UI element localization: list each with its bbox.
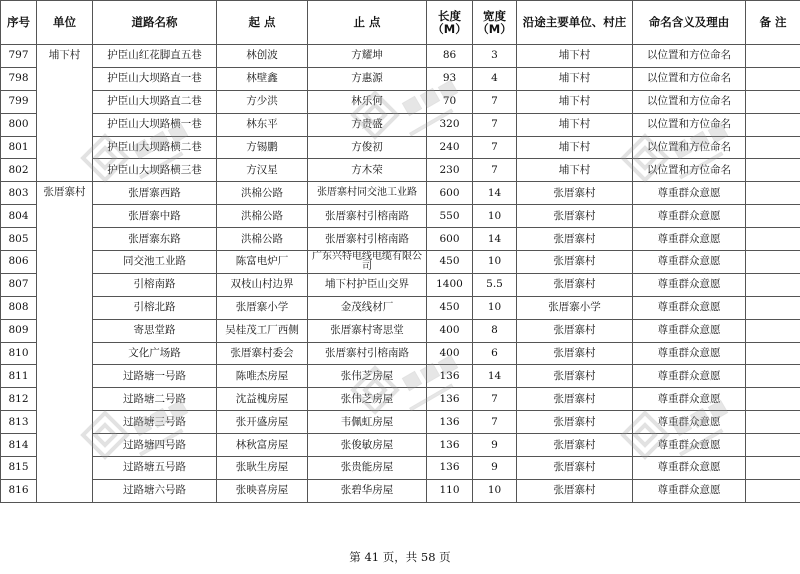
row-road-name: 护臣山大坝路横一巷 [93, 113, 217, 136]
row-end: 张厝寨村寄思堂 [308, 319, 427, 342]
row-road-name: 引榕北路 [93, 296, 217, 319]
row-start: 张开盛房屋 [217, 411, 308, 434]
row-length: 320 [427, 113, 473, 136]
row-meaning: 尊重群众意愿 [633, 342, 746, 365]
row-remark [746, 296, 800, 319]
row-road-name: 护臣山大坝路横三巷 [93, 159, 217, 182]
header-unit: 单位 [37, 1, 93, 45]
header-seq: 序号 [1, 1, 37, 45]
row-road-name: 张厝寨西路 [93, 182, 217, 205]
row-length: 230 [427, 159, 473, 182]
row-width: 9 [473, 434, 517, 457]
row-road-name: 护臣山大坝路直一巷 [93, 67, 217, 90]
row-length: 93 [427, 67, 473, 90]
row-width: 7 [473, 113, 517, 136]
row-end: 张俊敏房屋 [308, 434, 427, 457]
table-row [1, 67, 800, 90]
row-road-name: 张厝寨中路 [93, 205, 217, 228]
row-seq: 814 [1, 434, 37, 457]
row-end: 方贵盛 [308, 113, 427, 136]
row-along: 张厝寨村 [517, 251, 633, 274]
table-row [1, 205, 800, 228]
row-seq: 798 [1, 67, 37, 90]
row-remark [746, 182, 800, 205]
row-end: 林乐何 [308, 90, 427, 113]
row-road-name: 张厝寨东路 [93, 228, 217, 251]
row-road-name: 文化广场路 [93, 342, 217, 365]
row-seq: 811 [1, 365, 37, 388]
row-start: 张厝寨村委会 [217, 342, 308, 365]
row-length: 400 [427, 342, 473, 365]
row-start: 张厝寨小学 [217, 296, 308, 319]
row-width: 9 [473, 457, 517, 480]
table-row [1, 228, 800, 251]
row-start: 张耿生房屋 [217, 457, 308, 480]
row-length: 240 [427, 136, 473, 159]
row-width: 14 [473, 228, 517, 251]
row-seq: 809 [1, 319, 37, 342]
row-width: 14 [473, 182, 517, 205]
row-seq: 797 [1, 45, 37, 68]
row-unit: 张厝寨村 [37, 182, 93, 502]
row-start: 吴桂茂工厂西侧 [217, 319, 308, 342]
row-width: 7 [473, 159, 517, 182]
page-number: 第 41 页，共 58 页 [349, 550, 451, 564]
row-end: 张厝寨村引榕南路 [308, 342, 427, 365]
row-along: 张厝寨村 [517, 365, 633, 388]
row-start: 张映喜房屋 [217, 479, 308, 502]
row-end: 方俊初 [308, 136, 427, 159]
row-remark [746, 365, 800, 388]
row-end: 方耀坤 [308, 45, 427, 68]
row-start: 方锡鹏 [217, 136, 308, 159]
row-meaning: 尊重群众意愿 [633, 251, 746, 274]
row-meaning: 以位置和方位命名 [633, 67, 746, 90]
row-end: 韦佩虹房屋 [308, 411, 427, 434]
row-length: 400 [427, 319, 473, 342]
row-meaning: 尊重群众意愿 [633, 388, 746, 411]
header-road-name: 道路名称 [93, 1, 217, 45]
row-road-name: 过路塘六号路 [93, 479, 217, 502]
table-row [1, 113, 800, 136]
row-length: 550 [427, 205, 473, 228]
table-row [1, 251, 800, 274]
row-meaning: 以位置和方位命名 [633, 90, 746, 113]
header-meaning: 命名含义及理由 [633, 1, 746, 45]
row-width: 5.5 [473, 273, 517, 296]
row-end: 广东兴特电线电缆有限公司 [308, 251, 427, 274]
row-along: 张厝寨村 [517, 479, 633, 502]
row-meaning: 尊重群众意愿 [633, 273, 746, 296]
row-along: 张厝寨村 [517, 342, 633, 365]
row-meaning: 尊重群众意愿 [633, 182, 746, 205]
row-width: 3 [473, 45, 517, 68]
row-meaning: 尊重群众意愿 [633, 205, 746, 228]
row-start: 双枝山村边界 [217, 273, 308, 296]
row-width: 7 [473, 136, 517, 159]
row-start: 陈富电炉厂 [217, 251, 308, 274]
table-row [1, 90, 800, 113]
row-start: 林东平 [217, 113, 308, 136]
row-seq: 807 [1, 273, 37, 296]
row-along: 埔下村 [517, 45, 633, 68]
row-end: 张厝寨村同交池工业路 [308, 182, 427, 205]
row-width: 10 [473, 205, 517, 228]
table-row [1, 342, 800, 365]
row-start: 陈唯杰房屋 [217, 365, 308, 388]
row-start: 沈益槐房屋 [217, 388, 308, 411]
row-length: 136 [427, 457, 473, 480]
row-meaning: 尊重群众意愿 [633, 319, 746, 342]
row-along: 张厝寨村 [517, 411, 633, 434]
row-seq: 816 [1, 479, 37, 502]
table-row [1, 45, 800, 68]
row-start: 方汉星 [217, 159, 308, 182]
row-road-name: 护臣山大坝路直二巷 [93, 90, 217, 113]
row-remark [746, 45, 800, 68]
table-row [1, 296, 800, 319]
row-seq: 802 [1, 159, 37, 182]
row-along: 张厝寨村 [517, 228, 633, 251]
row-seq: 815 [1, 457, 37, 480]
row-start: 林秋富房屋 [217, 434, 308, 457]
table-row [1, 182, 800, 205]
row-length: 450 [427, 296, 473, 319]
row-along: 张厝寨村 [517, 388, 633, 411]
row-along: 张厝寨村 [517, 182, 633, 205]
row-seq: 800 [1, 113, 37, 136]
table-row [1, 159, 800, 182]
row-meaning: 尊重群众意愿 [633, 228, 746, 251]
header-start: 起 点 [217, 1, 308, 45]
row-start: 洪棉公路 [217, 205, 308, 228]
row-along: 埔下村 [517, 67, 633, 90]
row-end: 埔下村护臣山交界 [308, 273, 427, 296]
row-width: 7 [473, 388, 517, 411]
row-along: 张厝寨村 [517, 434, 633, 457]
row-seq: 805 [1, 228, 37, 251]
row-meaning: 以位置和方位命名 [633, 45, 746, 68]
row-remark [746, 273, 800, 296]
row-length: 1400 [427, 273, 473, 296]
row-seq: 812 [1, 388, 37, 411]
row-road-name: 过路塘一号路 [93, 365, 217, 388]
row-road-name: 过路塘五号路 [93, 457, 217, 480]
row-road-name: 过路塘三号路 [93, 411, 217, 434]
row-remark [746, 159, 800, 182]
row-width: 7 [473, 411, 517, 434]
row-end: 张厝寨村引榕南路 [308, 205, 427, 228]
row-end: 张伟芝房屋 [308, 365, 427, 388]
row-start: 方少洪 [217, 90, 308, 113]
row-remark [746, 113, 800, 136]
row-end: 张碧华房屋 [308, 479, 427, 502]
row-remark [746, 67, 800, 90]
row-road-name: 过路塘四号路 [93, 434, 217, 457]
row-meaning: 以位置和方位命名 [633, 113, 746, 136]
row-road-name: 护臣山红花脚直五巷 [93, 45, 217, 68]
row-width: 4 [473, 67, 517, 90]
row-seq: 803 [1, 182, 37, 205]
table-row [1, 319, 800, 342]
row-seq: 813 [1, 411, 37, 434]
row-end: 张厝寨村引榕南路 [308, 228, 427, 251]
row-road-name: 同交池工业路 [93, 251, 217, 274]
row-length: 450 [427, 251, 473, 274]
row-meaning: 尊重群众意愿 [633, 365, 746, 388]
row-remark [746, 342, 800, 365]
table-row [1, 273, 800, 296]
row-width: 10 [473, 296, 517, 319]
table-header-row [1, 1, 800, 45]
header-remark: 备 注 [746, 1, 800, 45]
table-body [1, 45, 800, 503]
row-remark [746, 479, 800, 502]
row-seq: 804 [1, 205, 37, 228]
table-row [1, 411, 800, 434]
row-along: 张厝寨小学 [517, 296, 633, 319]
row-meaning: 尊重群众意愿 [633, 434, 746, 457]
row-along: 埔下村 [517, 90, 633, 113]
row-seq: 810 [1, 342, 37, 365]
row-start: 林壁鑫 [217, 67, 308, 90]
row-remark [746, 228, 800, 251]
row-length: 600 [427, 182, 473, 205]
header-width: 宽度（M） [473, 1, 517, 45]
table-row [1, 388, 800, 411]
row-remark [746, 319, 800, 342]
row-length: 110 [427, 479, 473, 502]
row-road-name: 寄思堂路 [93, 319, 217, 342]
row-start: 林创波 [217, 45, 308, 68]
row-remark [746, 205, 800, 228]
row-width: 10 [473, 479, 517, 502]
row-length: 600 [427, 228, 473, 251]
table-row [1, 434, 800, 457]
header-end: 止 点 [308, 1, 427, 45]
row-end: 方木荣 [308, 159, 427, 182]
row-length: 136 [427, 434, 473, 457]
row-road-name: 引榕南路 [93, 273, 217, 296]
row-remark [746, 457, 800, 480]
row-meaning: 尊重群众意愿 [633, 411, 746, 434]
row-remark [746, 136, 800, 159]
row-unit: 埔下村 [37, 45, 93, 182]
row-end: 方惠源 [308, 67, 427, 90]
row-width: 7 [473, 90, 517, 113]
row-length: 136 [427, 411, 473, 434]
row-width: 14 [473, 365, 517, 388]
row-along: 张厝寨村 [517, 457, 633, 480]
row-along: 张厝寨村 [517, 319, 633, 342]
row-start: 洪棉公路 [217, 182, 308, 205]
row-end: 张伟芝房屋 [308, 388, 427, 411]
row-road-name: 护臣山大坝路横二巷 [93, 136, 217, 159]
row-length: 136 [427, 388, 473, 411]
row-remark [746, 388, 800, 411]
row-meaning: 尊重群众意愿 [633, 296, 746, 319]
row-meaning: 以位置和方位命名 [633, 136, 746, 159]
row-seq: 806 [1, 251, 37, 274]
row-remark [746, 90, 800, 113]
table-row [1, 365, 800, 388]
row-along: 张厝寨村 [517, 205, 633, 228]
row-remark [746, 434, 800, 457]
row-width: 6 [473, 342, 517, 365]
row-road-name: 过路塘二号路 [93, 388, 217, 411]
row-seq: 799 [1, 90, 37, 113]
table-row [1, 479, 800, 502]
row-length: 136 [427, 365, 473, 388]
header-length: 长度（M） [427, 1, 473, 45]
header-along: 沿途主要单位、村庄 [517, 1, 633, 45]
row-seq: 801 [1, 136, 37, 159]
row-meaning: 以位置和方位命名 [633, 159, 746, 182]
table-row [1, 136, 800, 159]
row-meaning: 尊重群众意愿 [633, 457, 746, 480]
row-length: 86 [427, 45, 473, 68]
row-along: 埔下村 [517, 136, 633, 159]
row-width: 8 [473, 319, 517, 342]
row-remark [746, 411, 800, 434]
row-along: 埔下村 [517, 113, 633, 136]
row-along: 张厝寨村 [517, 273, 633, 296]
row-along: 埔下村 [517, 159, 633, 182]
row-seq: 808 [1, 296, 37, 319]
row-remark [746, 251, 800, 274]
row-meaning: 尊重群众意愿 [633, 479, 746, 502]
row-start: 洪棉公路 [217, 228, 308, 251]
row-end: 张贵能房屋 [308, 457, 427, 480]
table-row [1, 457, 800, 480]
row-end: 金茂线材厂 [308, 296, 427, 319]
row-width: 10 [473, 251, 517, 274]
row-length: 70 [427, 90, 473, 113]
